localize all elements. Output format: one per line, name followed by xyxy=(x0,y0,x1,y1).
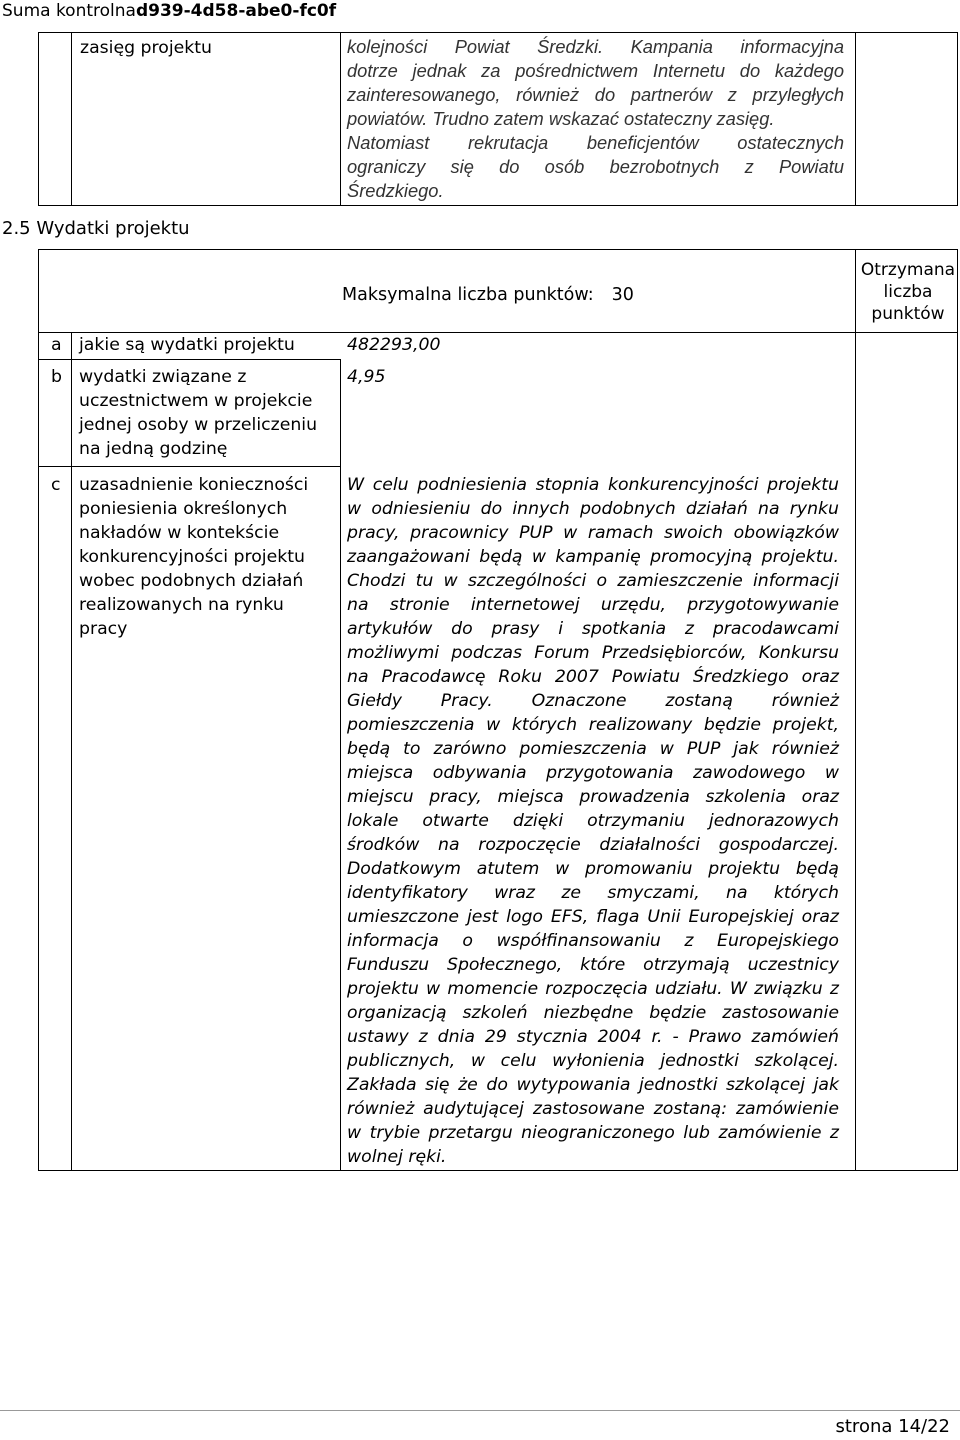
row-b-value xyxy=(347,365,385,389)
text-line: ograniczy się do osób bezrobotnych z Powiatu xyxy=(347,156,844,177)
label-line: wydatki związane z xyxy=(79,367,247,387)
value-line: Funduszu Społecznego, które otrzymają uczestnicy xyxy=(347,955,839,975)
value-line: Chodzi tu w szczególności o zamieszczenie informacji xyxy=(347,571,839,591)
top-table-divider-1 xyxy=(71,32,72,206)
text-line: Natomiast rekrutacja beneficjentów ostatecznych xyxy=(347,132,844,153)
top-row-text xyxy=(347,35,844,203)
row-a-value xyxy=(347,333,440,357)
value-line: ustawy z dnia 29 stycznia 2004 r. - Prawo zamówień xyxy=(347,1027,839,1047)
value-line: pracy, pracownicy PUP w ramach swoich obowiązków xyxy=(347,523,839,543)
value-line: na Pracodawcę Roku 2007 Powiatu Średzkiego oraz xyxy=(347,667,839,687)
value-line: na stronie internetowej urzędu, przygotowywanie xyxy=(347,595,839,615)
text-line: kolejności Powiat Średzki. Kampania informacyjna xyxy=(347,36,844,57)
footer-rule xyxy=(0,1410,960,1411)
main-table-border-right xyxy=(957,249,958,1171)
value-line: w trybie przetargu nieograniczonego lub zamówienie z xyxy=(347,1123,839,1143)
label-line: realizowanych na rynku xyxy=(79,595,284,615)
value-line: 4,95 xyxy=(347,367,386,387)
row-c-label xyxy=(79,473,308,641)
row-separator-a xyxy=(38,359,341,360)
main-table-border-top xyxy=(38,249,958,250)
value-line: artykułów do prasy i spotkania z pracodawcami xyxy=(347,619,839,639)
row-b-label xyxy=(79,365,317,461)
main-table-divider-points xyxy=(855,249,856,1171)
value-line: organizacją szkoleń niezbędne będzie zastosowanie xyxy=(347,1003,839,1023)
label-line: konkurencyjności projektu xyxy=(79,547,305,567)
value-line: projektu w momencie rozpoczęcia udziału. W związku z xyxy=(347,979,839,999)
row-c-letter: c xyxy=(51,475,61,495)
value-line: umieszczone jest logo EFS, flaga Unii Europejskiej oraz xyxy=(347,907,839,927)
label-line: na jedną godzinę xyxy=(79,439,228,459)
row-c-value xyxy=(347,473,839,1169)
main-table-divider-values xyxy=(340,359,341,1171)
top-row-label: zasięg projektu xyxy=(80,38,212,58)
max-points-label: Maksymalna liczba punktów: xyxy=(342,285,594,305)
label-line: pracy xyxy=(79,619,128,639)
label-line: jednej osoby w przeliczeniu xyxy=(79,415,318,435)
main-table-border-bottom xyxy=(38,1170,958,1171)
row-separator-b xyxy=(38,466,341,467)
value-line: Dodatkowym atutem w promowaniu projektu będą xyxy=(347,859,839,879)
label-line: uczestnictwem w projekcie xyxy=(79,391,313,411)
label-line: poniesienia określonych xyxy=(79,499,288,519)
value-line: informacja o współfinansowaniu z Europejskiego xyxy=(347,931,839,951)
received-points-header xyxy=(858,259,958,325)
value-line: pomieszczenia w których realizowany będzie projekt, xyxy=(347,715,839,735)
value-line: wolnej ręki. xyxy=(347,1147,447,1167)
label-line: uzasadnienie konieczności xyxy=(79,475,309,495)
label-line: nakładów w kontekście xyxy=(79,523,280,543)
value-line: miejsca odbywania przygotowania zawodowego w xyxy=(347,763,839,783)
text-line: dotrze jednak za pośrednictwem Internetu do każdego xyxy=(347,60,844,81)
value-line: lokale otwarte dzięki otrzymaniu jednorazowych xyxy=(347,811,839,831)
header-prefix: Suma kontrolna xyxy=(2,1,136,21)
text-line: zainteresowanego, również do partnerów z przyległych xyxy=(347,84,844,105)
page-number: strona 14/22 xyxy=(835,1416,950,1437)
document-header xyxy=(0,0,960,24)
main-table-border-left xyxy=(38,249,39,1171)
main-table-divider-letters xyxy=(71,332,72,1171)
text-line: Średzkiego. xyxy=(347,180,444,201)
received-header-line: Otrzymana xyxy=(860,260,956,280)
value-line: Zakłada się że do wytypowania jednostki szkolącej jak xyxy=(347,1075,839,1095)
received-header-line: liczba xyxy=(883,282,933,302)
top-table-border-left xyxy=(38,32,39,206)
top-table-divider-2 xyxy=(340,32,341,206)
value-line: środków na rozpoczęcie działalności gospodarczej. xyxy=(347,835,839,855)
value-line: będą to zarówno pomieszczenia w PUP jak również xyxy=(347,739,839,759)
top-table-border-bottom xyxy=(38,205,958,206)
value-line: zaangażowani będą w kampanię promocyjną projektu. xyxy=(347,547,839,567)
label-line: wobec podobnych działań xyxy=(79,571,304,591)
text-line: powiatów. Trudno zatem wskazać ostateczny zasięg. xyxy=(347,108,775,129)
top-table-border-top xyxy=(38,32,958,33)
value-line: 482293,00 xyxy=(347,335,441,355)
max-points xyxy=(342,283,634,307)
label-line: jakie są wydatki projektu xyxy=(79,335,295,355)
value-line: publicznych, w celu wyłonienia jednostki szkolącej. xyxy=(347,1051,839,1071)
header-checksum: d939-4d58-abe0-fc0f xyxy=(135,1,337,21)
section-title: 2.5 Wydatki projektu xyxy=(2,218,190,239)
row-a-label xyxy=(79,333,295,357)
top-table-divider-3 xyxy=(855,32,856,206)
value-line: W celu podniesienia stopnia konkurencyjności projektu xyxy=(347,475,839,495)
points-cell-separator xyxy=(855,332,958,333)
row-b-letter: b xyxy=(51,367,62,387)
value-line: również audytującej zastosowane zostaną: zamówienie xyxy=(347,1099,839,1119)
top-table-border-right xyxy=(957,32,958,206)
value-line: w odniesieniu do innych podobnych działań na rynku xyxy=(347,499,839,519)
value-line: identyfikatory wraz ze smyczami, na których xyxy=(347,883,839,903)
value-line: możliwymi podczas Forum Przedsiębiorców, Konkursu xyxy=(347,643,839,663)
value-line: miejscu pracy, miejsca prowadzenia szkolenia oraz xyxy=(347,787,839,807)
received-header-line: punktów xyxy=(871,304,945,324)
value-line: Giełdy Pracy. Oznaczone zostaną również xyxy=(347,691,839,711)
row-a-letter: a xyxy=(51,335,62,355)
max-points-value: 30 xyxy=(611,285,634,305)
